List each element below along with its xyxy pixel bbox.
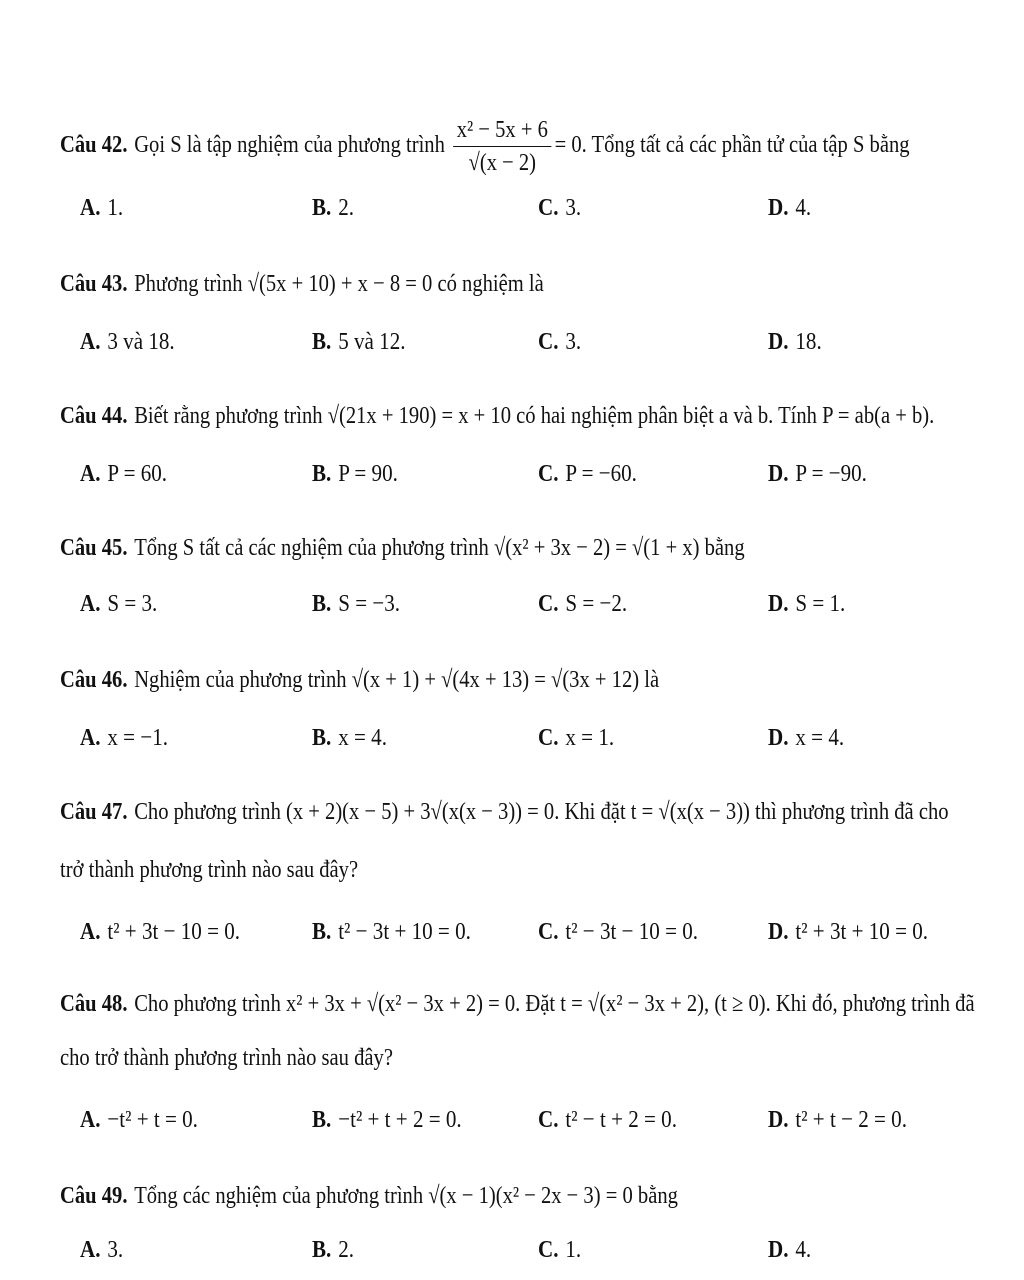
option-letter: B. xyxy=(312,1236,332,1263)
option-letter: A. xyxy=(80,328,101,355)
option-text: S = −3. xyxy=(338,590,401,617)
answer-options xyxy=(0,1106,1024,1134)
option-c[interactable] xyxy=(538,328,581,356)
option-letter: A. xyxy=(80,918,101,945)
option-text: P = −90. xyxy=(795,460,867,487)
option-letter: B. xyxy=(312,918,332,945)
option-b[interactable] xyxy=(312,194,354,222)
option-text: 3. xyxy=(565,194,582,221)
option-text: x = −1. xyxy=(107,724,169,751)
option-text: −t² + t = 0. xyxy=(107,1106,198,1133)
option-c[interactable] xyxy=(538,194,581,222)
option-letter: D. xyxy=(768,328,789,355)
option-text: S = 3. xyxy=(107,590,158,617)
option-text: 18. xyxy=(795,328,822,355)
question-text: Tổng S tất cả các nghiệm của phương trình √(x² + 3x − 2) = √(1 + x) bằng xyxy=(134,534,745,561)
option-letter: B. xyxy=(312,328,332,355)
option-text: P = −60. xyxy=(565,460,637,487)
question-text: Nghiệm của phương trình √(x + 1) + √(4x + 13) = √(3x + 12) là xyxy=(134,666,660,693)
option-d[interactable] xyxy=(768,590,845,618)
question-49 xyxy=(60,1182,853,1210)
question-text-after: = 0. Tổng tất cả các phần tử của tập S bằng xyxy=(554,131,910,159)
option-letter: A. xyxy=(80,194,101,221)
option-b[interactable] xyxy=(312,460,398,488)
option-letter: C. xyxy=(538,1236,559,1263)
option-letter: C. xyxy=(538,460,559,487)
option-text: P = 90. xyxy=(338,460,398,487)
option-letter: B. xyxy=(312,194,332,221)
fraction xyxy=(453,116,551,177)
option-letter: C. xyxy=(538,918,559,945)
option-b[interactable] xyxy=(312,1106,462,1134)
option-letter: D. xyxy=(768,460,789,487)
option-b[interactable] xyxy=(312,328,405,356)
option-d[interactable] xyxy=(768,724,844,752)
answer-options xyxy=(0,460,1024,488)
option-d[interactable] xyxy=(768,918,928,946)
option-text: t² + t − 2 = 0. xyxy=(795,1106,907,1133)
question-number: Câu 44. xyxy=(60,402,128,429)
option-letter: D. xyxy=(768,724,789,751)
option-letter: C. xyxy=(538,328,559,355)
option-letter: A. xyxy=(80,590,101,617)
question-number: Câu 49. xyxy=(60,1182,128,1209)
option-a[interactable] xyxy=(80,724,168,752)
question-number: Câu 47. xyxy=(60,798,128,825)
option-letter: C. xyxy=(538,724,559,751)
option-d[interactable] xyxy=(768,328,822,356)
option-a[interactable] xyxy=(80,194,123,222)
answer-options xyxy=(0,724,1024,752)
option-text: 1. xyxy=(107,194,124,221)
question-text: Cho phương trình x² + 3x + √(x² − 3x + 2) = 0. Đặt t = √(x² − 3x + 2), (t ≥ 0). Khi đó, phương trình đã xyxy=(134,990,975,1017)
answer-options xyxy=(0,1236,1024,1264)
question-number: Câu 42. xyxy=(60,131,128,159)
question-text: Phương trình √(5x + 10) + x − 8 = 0 có nghiệm là xyxy=(134,270,544,297)
option-text: t² − 3t − 10 = 0. xyxy=(565,918,699,945)
option-c[interactable] xyxy=(538,724,614,752)
option-text: t² − t + 2 = 0. xyxy=(565,1106,677,1133)
option-text: P = 60. xyxy=(107,460,168,487)
option-letter: B. xyxy=(312,590,332,617)
option-text: 2. xyxy=(338,194,355,221)
option-b[interactable] xyxy=(312,724,387,752)
option-text: 2. xyxy=(338,1236,355,1263)
option-b[interactable] xyxy=(312,590,400,618)
question-text: Tổng các nghiệm của phương trình √(x − 1)(x² − 2x − 3) = 0 bằng xyxy=(134,1182,678,1209)
option-d[interactable] xyxy=(768,1236,811,1264)
option-letter: B. xyxy=(312,724,332,751)
option-letter: C. xyxy=(538,194,559,221)
option-letter: A. xyxy=(80,1106,101,1133)
question-45 xyxy=(60,534,853,562)
option-d[interactable] xyxy=(768,1106,907,1134)
option-text: 4. xyxy=(795,1236,812,1263)
option-b[interactable] xyxy=(312,918,471,946)
option-letter: D. xyxy=(768,194,789,221)
option-letter: D. xyxy=(768,918,789,945)
option-letter: D. xyxy=(768,1106,789,1133)
question-number: Câu 45. xyxy=(60,534,128,561)
option-c[interactable] xyxy=(538,918,698,946)
option-letter: D. xyxy=(768,1236,789,1263)
option-text: 5 và 12. xyxy=(338,328,406,355)
option-text: x = 1. xyxy=(565,724,615,751)
option-d[interactable] xyxy=(768,194,811,222)
question-text: Biết rằng phương trình √(21x + 190) = x + 10 có hai nghiệm phân biệt a và b. Tính P = ab(a + b). xyxy=(134,402,935,429)
option-text: t² − 3t + 10 = 0. xyxy=(338,918,471,945)
question-44 xyxy=(60,402,935,430)
question-text: Cho phương trình (x + 2)(x − 5) + 3√(x(x − 3)) = 0. Khi đặt t = √(x(x − 3)) thì phương trình đã cho xyxy=(134,798,949,825)
option-c[interactable] xyxy=(538,1236,581,1264)
answer-options xyxy=(0,590,1024,618)
option-a[interactable] xyxy=(80,1236,123,1264)
option-text: 3 và 18. xyxy=(107,328,175,355)
option-a[interactable] xyxy=(80,918,240,946)
option-letter: B. xyxy=(312,1106,332,1133)
question-46 xyxy=(60,666,853,694)
question-number: Câu 48. xyxy=(60,990,128,1017)
option-letter: C. xyxy=(538,1106,559,1133)
option-a[interactable] xyxy=(80,590,157,618)
option-letter: B. xyxy=(312,460,332,487)
option-a[interactable] xyxy=(80,328,175,356)
option-d[interactable] xyxy=(768,460,867,488)
question-text: Gọi S là tập nghiệm của phương trình xyxy=(134,131,445,159)
answer-options xyxy=(0,918,1024,946)
question-number: Câu 46. xyxy=(60,666,128,693)
option-text: 4. xyxy=(795,194,812,221)
option-letter: C. xyxy=(538,590,559,617)
question-48 xyxy=(60,990,975,1018)
option-letter: A. xyxy=(80,460,101,487)
option-b[interactable] xyxy=(312,1236,354,1264)
option-c[interactable] xyxy=(538,1106,677,1134)
option-text: 1. xyxy=(565,1236,582,1263)
question-47-line-2 xyxy=(60,856,853,884)
question-text-continued: cho trở thành phương trình nào sau đây? xyxy=(60,1044,393,1071)
option-text: −t² + t + 2 = 0. xyxy=(338,1106,462,1133)
option-letter: D. xyxy=(768,590,789,617)
option-letter: A. xyxy=(80,724,101,751)
option-text: x = 4. xyxy=(338,724,387,751)
question-43 xyxy=(60,270,853,298)
option-letter: A. xyxy=(80,1236,101,1263)
question-48-line-2 xyxy=(60,1044,853,1072)
option-text: t² + 3t + 10 = 0. xyxy=(795,918,929,945)
option-c[interactable] xyxy=(538,590,627,618)
option-a[interactable] xyxy=(80,460,167,488)
fraction-denominator: √(x − 2) xyxy=(453,146,551,177)
answer-options xyxy=(0,328,1024,356)
option-a[interactable] xyxy=(80,1106,198,1134)
question-42 xyxy=(60,116,910,177)
question-number: Câu 43. xyxy=(60,270,128,297)
fraction-numerator: x² − 5x + 6 xyxy=(456,116,548,143)
option-c[interactable] xyxy=(538,460,637,488)
option-text: x = 4. xyxy=(795,724,845,751)
option-text: t² + 3t − 10 = 0. xyxy=(107,918,241,945)
option-text: 3. xyxy=(565,328,582,355)
question-text-continued: trở thành phương trình nào sau đây? xyxy=(60,856,359,883)
option-text: S = −2. xyxy=(565,590,628,617)
answer-options xyxy=(0,194,1024,222)
question-47 xyxy=(60,798,949,826)
option-text: 3. xyxy=(107,1236,124,1263)
option-text: S = 1. xyxy=(795,590,846,617)
